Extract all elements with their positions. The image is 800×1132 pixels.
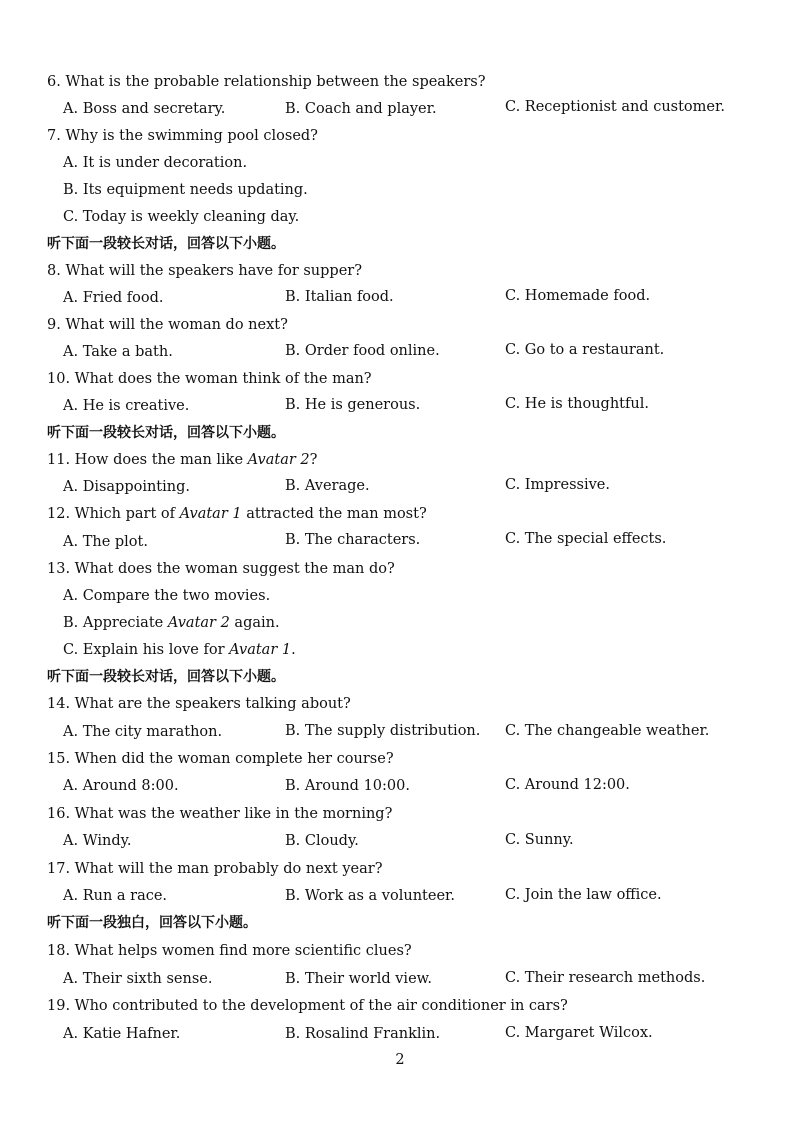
- q15-option-c: C. Around 12:00.: [505, 777, 630, 793]
- q6-option-a: A. Boss and secretary.: [63, 101, 226, 117]
- section-instruction: 听下面一段较长对话，回答以下小题。: [47, 236, 285, 252]
- q19-option-a: A. Katie Hafner.: [63, 1026, 181, 1042]
- question-16: 16. What was the weather like in the morning?: [47, 806, 393, 822]
- q6-option-c: C. Receptionist and customer.: [505, 99, 725, 115]
- q19-option-c: C. Margaret Wilcox.: [505, 1025, 653, 1041]
- q9-option-a: A. Take a bath.: [63, 344, 173, 360]
- q13-option-b: B. Appreciate Avatar 2 again.: [63, 615, 280, 631]
- q10-option-b: B. He is generous.: [285, 397, 421, 413]
- question-14: 14. What are the speakers talking about?: [47, 696, 351, 712]
- question-8: 8. What will the speakers have for supper?: [47, 263, 362, 279]
- page-number: 2: [395, 1052, 405, 1068]
- q14-option-b: B. The supply distribution.: [285, 723, 481, 739]
- question-9: 9. What will the woman do next?: [47, 317, 288, 333]
- q18-option-c: C. Their research methods.: [505, 970, 706, 986]
- question-12: 12. Which part of Avatar 1 attracted the man most?: [47, 506, 427, 522]
- q15-option-a: A. Around 8:00.: [63, 778, 179, 794]
- q11-option-a: A. Disappointing.: [63, 479, 191, 495]
- q14-option-a: A. The city marathon.: [63, 724, 223, 740]
- q13-option-c: C. Explain his love for Avatar 1.: [63, 642, 296, 658]
- q11-option-b: B. Average.: [285, 478, 370, 494]
- q8-option-c: C. Homemade food.: [505, 288, 651, 304]
- q8-option-b: B. Italian food.: [285, 289, 394, 305]
- section-instruction: 听下面一段独白，回答以下小题。: [47, 915, 257, 931]
- q17-option-b: B. Work as a volunteer.: [285, 888, 455, 904]
- question-7: 7. Why is the swimming pool closed?: [47, 128, 318, 144]
- section-instruction: 听下面一段较长对话，回答以下小题。: [47, 669, 285, 685]
- q16-option-b: B. Cloudy.: [285, 833, 359, 849]
- q16-option-c: C. Sunny.: [505, 832, 574, 848]
- q12-option-c: C. The special effects.: [505, 531, 667, 547]
- q12-option-b: B. The characters.: [285, 532, 421, 548]
- section-instruction: 听下面一段较长对话，回答以下小题。: [47, 425, 285, 441]
- q18-option-a: A. Their sixth sense.: [63, 971, 213, 987]
- q7-option-b: B. Its equipment needs updating.: [63, 182, 308, 198]
- q17-option-c: C. Join the law office.: [505, 887, 662, 903]
- question-11: 11. How does the man like Avatar 2?: [47, 452, 318, 468]
- q12-option-a: A. The plot.: [63, 534, 148, 550]
- question-13: 13. What does the woman suggest the man do?: [47, 561, 395, 577]
- q9-option-c: C. Go to a restaurant.: [505, 342, 665, 358]
- q8-option-a: A. Fried food.: [63, 290, 164, 306]
- q17-option-a: A. Run a race.: [63, 888, 168, 904]
- question-17: 17. What will the man probably do next year?: [47, 861, 383, 877]
- question-15: 15. When did the woman complete her course?: [47, 751, 394, 767]
- question-6: 6. What is the probable relationship between the speakers?: [47, 74, 486, 90]
- question-19: 19. Who contributed to the development of the air conditioner in cars?: [47, 998, 568, 1014]
- q7-option-a: A. It is under decoration.: [63, 155, 248, 171]
- q11-option-c: C. Impressive.: [505, 477, 610, 493]
- q14-option-c: C. The changeable weather.: [505, 723, 710, 739]
- q6-option-b: B. Coach and player.: [285, 101, 437, 117]
- q18-option-b: B. Their world view.: [285, 971, 432, 987]
- q19-option-b: B. Rosalind Franklin.: [285, 1026, 441, 1042]
- question-10: 10. What does the woman think of the man?: [47, 371, 372, 387]
- q10-option-a: A. He is creative.: [63, 398, 190, 414]
- q13-option-a: A. Compare the two movies.: [63, 588, 271, 604]
- q10-option-c: C. He is thoughtful.: [505, 396, 649, 412]
- q7-option-c: C. Today is weekly cleaning day.: [63, 209, 300, 225]
- question-18: 18. What helps women find more scientific clues?: [47, 943, 412, 959]
- q16-option-a: A. Windy.: [63, 833, 132, 849]
- q15-option-b: B. Around 10:00.: [285, 778, 410, 794]
- q9-option-b: B. Order food online.: [285, 343, 440, 359]
